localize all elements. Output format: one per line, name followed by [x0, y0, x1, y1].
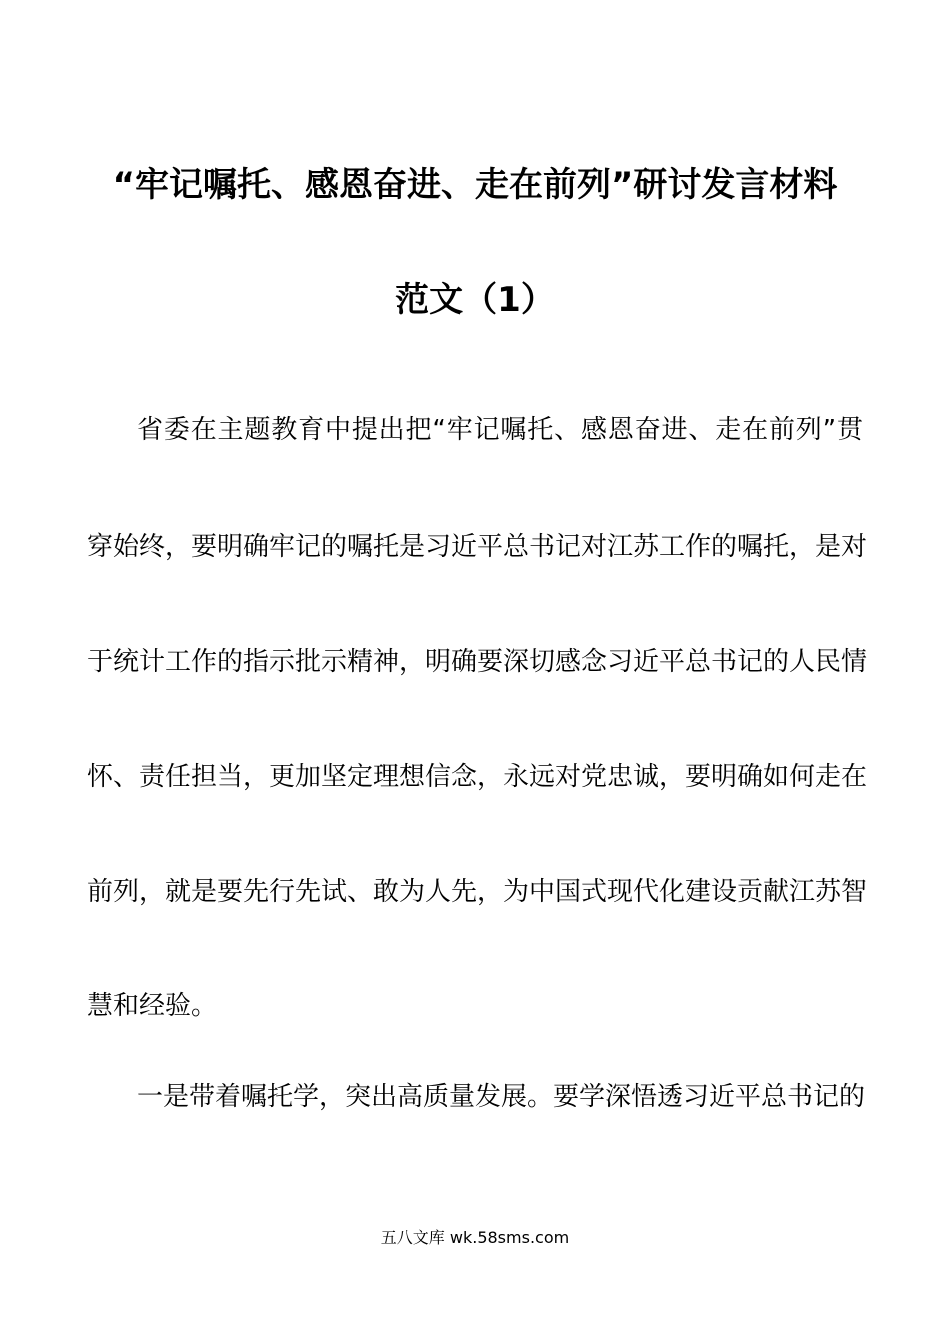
paragraph-1-line-5: 前列，就是要先行先试、敢为人先，为中国式现代化建设贡献江苏智: [87, 877, 868, 907]
document-title-line-2: 范文（1）: [395, 280, 555, 320]
paragraph-1-line-3: 于统计工作的指示批示精神，明确要深切感念习近平总书记的人民情: [87, 647, 868, 677]
paragraph-1-line-6: 慧和经验。: [87, 991, 218, 1021]
paragraph-1-line-4: 怀、责任担当，更加坚定理想信念，永远对党忠诚，要明确如何走在: [87, 762, 868, 792]
paragraph-1-line-1: 省委在主题教育中提出把“牢记嘱托、感恩奋进、走在前列”贯: [137, 415, 863, 445]
document-title-line-1: “牢记嘱托、感恩奋进、走在前列”研讨发言材料: [112, 165, 838, 205]
footer-watermark: 五八文库 wk.58sms.com: [380, 1228, 570, 1247]
paragraph-1-line-2: 穿始终，要明确牢记的嘱托是习近平总书记对江苏工作的嘱托，是对: [87, 532, 868, 562]
paragraph-2-line-1: 一是带着嘱托学，突出高质量发展。要学深悟透习近平总书记的: [137, 1082, 866, 1112]
